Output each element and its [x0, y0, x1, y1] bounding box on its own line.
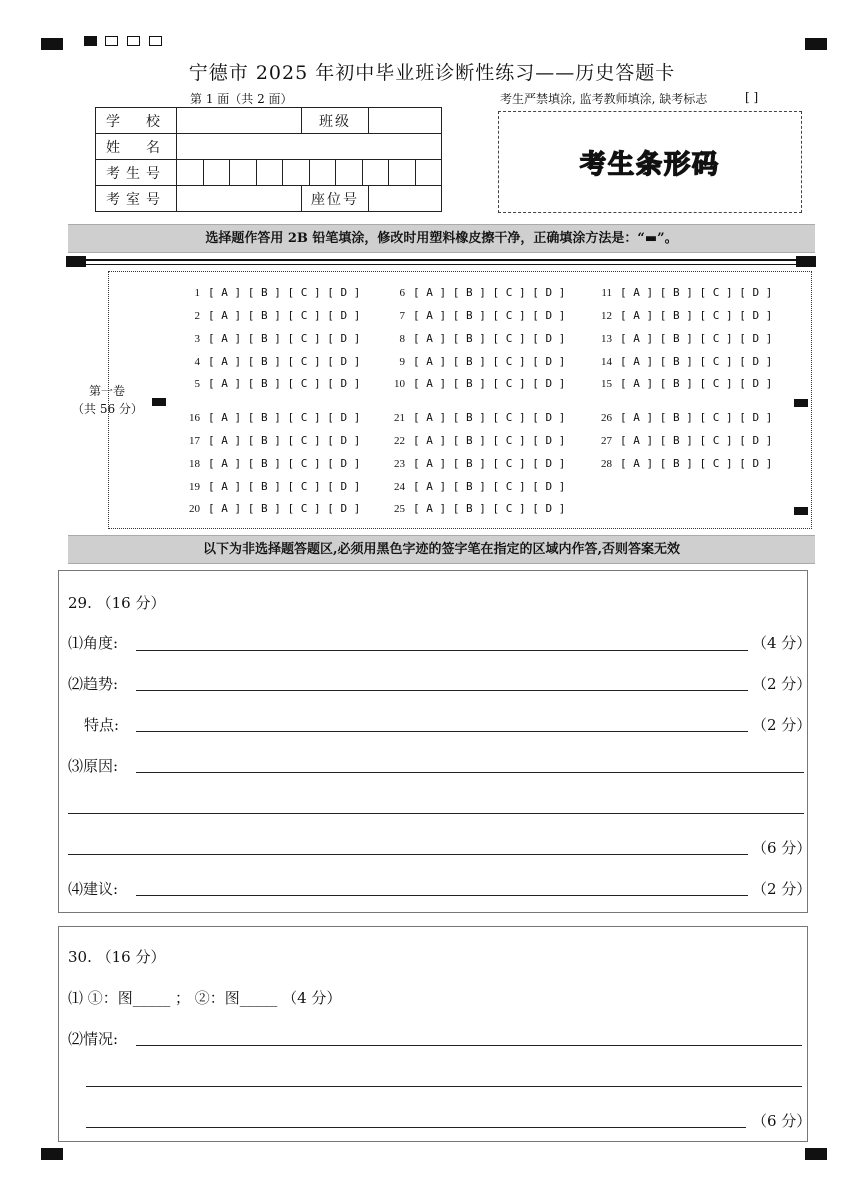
- q29-p3-line-3[interactable]: [68, 854, 748, 855]
- q29-p1-line[interactable]: [136, 650, 748, 651]
- q29-p3-line-1[interactable]: [136, 772, 804, 773]
- q30-p1[interactable]: ⑴ ①：图_____ ； ②：图_____ （4 分）: [68, 989, 342, 1007]
- mc-question-number: 9: [399, 356, 405, 368]
- registration-mark-top-right: [805, 38, 827, 50]
- mc-options[interactable]: [ A ] [ B ] [ C ] [ D ]: [208, 309, 361, 322]
- mc-question-number: 28: [601, 458, 612, 470]
- name-field[interactable]: [177, 134, 442, 160]
- mc-options[interactable]: [ A ] [ B ] [ C ] [ D ]: [620, 332, 773, 345]
- school-label: 学 校: [96, 108, 177, 134]
- q30-p2-line-1[interactable]: [136, 1045, 802, 1046]
- mc-question-11[interactable]: [590, 286, 772, 299]
- registration-mark-bottom-left: [41, 1148, 63, 1160]
- mc-question-number: 16: [189, 412, 200, 424]
- mc-question-number: 20: [189, 503, 200, 515]
- q29-p1-score: （4 分）: [752, 634, 812, 652]
- q29-p4-label: ⑷建议:: [68, 880, 119, 898]
- barcode-area: [498, 111, 802, 213]
- mc-options[interactable]: [ A ] [ B ] [ C ] [ D ]: [413, 286, 566, 299]
- section1-title: 第一卷: [88, 384, 125, 398]
- mc-options[interactable]: [ A ] [ B ] [ C ] [ D ]: [208, 434, 361, 447]
- mc-question-number: 23: [394, 458, 405, 470]
- q30-p2-score: （6 分）: [752, 1112, 812, 1130]
- mc-options[interactable]: [ A ] [ B ] [ C ] [ D ]: [620, 377, 773, 390]
- q30-p2-line-3[interactable]: [86, 1127, 746, 1128]
- mc-options[interactable]: [ A ] [ B ] [ C ] [ D ]: [620, 411, 773, 424]
- room-no-field[interactable]: [177, 186, 302, 212]
- mc-options[interactable]: [ A ] [ B ] [ C ] [ D ]: [620, 286, 773, 299]
- mc-options[interactable]: [ A ] [ B ] [ C ] [ D ]: [413, 309, 566, 322]
- mc-question-number: 7: [399, 310, 405, 322]
- mc-options[interactable]: [ A ] [ B ] [ C ] [ D ]: [413, 457, 566, 470]
- mc-options[interactable]: [ A ] [ B ] [ C ] [ D ]: [413, 480, 566, 493]
- mc-options[interactable]: [ A ] [ B ] [ C ] [ D ]: [208, 355, 361, 368]
- absent-note: 考生严禁填涂, 监考教师填涂, 缺考标志: [500, 92, 708, 106]
- q29-p1-label: ⑴角度:: [68, 634, 119, 652]
- mc-options[interactable]: [ A ] [ B ] [ C ] [ D ]: [208, 286, 361, 299]
- q30-p2-label: ⑵情况:: [68, 1030, 119, 1048]
- school-field[interactable]: [177, 108, 302, 134]
- q29-p3-line-2[interactable]: [68, 813, 804, 814]
- q29-p2b-label: 特点:: [84, 716, 120, 734]
- mc-question-6[interactable]: [383, 286, 565, 299]
- mc-question-number: 12: [601, 310, 612, 322]
- mc-options[interactable]: [ A ] [ B ] [ C ] [ D ]: [620, 457, 773, 470]
- mc-options[interactable]: [ A ] [ B ] [ C ] [ D ]: [620, 434, 773, 447]
- mc-question-number: 24: [394, 481, 405, 493]
- mc-question-18[interactable]: [178, 457, 360, 470]
- seat-no-field[interactable]: [369, 186, 442, 212]
- q29-p2b-score: （2 分）: [752, 716, 812, 734]
- mc-question-1[interactable]: [178, 286, 360, 299]
- instruction-bar: 选择题作答用 2B 铅笔填涂，修改时用塑料橡皮擦干净，正确填涂方法是：“▬”。: [68, 224, 815, 253]
- mc-options[interactable]: [ A ] [ B ] [ C ] [ D ]: [208, 457, 361, 470]
- mc-question-number: 5: [194, 378, 200, 390]
- mc-question-12[interactable]: [590, 309, 772, 322]
- absent-checkbox[interactable]: [ ]: [745, 90, 759, 104]
- mc-question-number: 1: [194, 287, 200, 299]
- nonchoice-bar: 以下为非选择题答题区,必须用黑色字迹的签字笔在指定的区域内作答,否则答案无效: [68, 535, 815, 564]
- q29-p3-score: （6 分）: [752, 839, 812, 857]
- mc-options[interactable]: [ A ] [ B ] [ C ] [ D ]: [208, 332, 361, 345]
- q29-p3-label: ⑶原因:: [68, 757, 119, 775]
- mc-question-number: 21: [394, 412, 405, 424]
- mc-question-22[interactable]: [383, 434, 565, 447]
- mc-options[interactable]: [ A ] [ B ] [ C ] [ D ]: [413, 377, 566, 390]
- mc-options[interactable]: [ A ] [ B ] [ C ] [ D ]: [208, 480, 361, 493]
- class-field[interactable]: [369, 108, 442, 134]
- student-info-table: [95, 107, 442, 212]
- class-label: 班级: [302, 108, 369, 134]
- q30-title: 30. （16 分）: [68, 948, 166, 966]
- page-title: 宁德市 2025 年初中毕业班诊断性练习——历史答题卡: [188, 62, 676, 84]
- q30-p2-line-2[interactable]: [86, 1086, 802, 1087]
- q29-p2-label: ⑵趋势:: [68, 675, 119, 693]
- mc-options[interactable]: [ A ] [ B ] [ C ] [ D ]: [413, 355, 566, 368]
- mc-question-number: 2: [194, 310, 200, 322]
- mc-options[interactable]: [ A ] [ B ] [ C ] [ D ]: [413, 411, 566, 424]
- mc-question-number: 19: [189, 481, 200, 493]
- mc-question-25[interactable]: [383, 502, 565, 515]
- divider-rule-thin: [86, 264, 796, 265]
- page-code-empty-2: [127, 36, 140, 46]
- mc-question-number: 27: [601, 435, 612, 447]
- page-code-empty-1: [105, 36, 118, 46]
- mc-options[interactable]: [ A ] [ B ] [ C ] [ D ]: [208, 377, 361, 390]
- q29-title: 29. （16 分）: [68, 594, 166, 612]
- mc-question-number: 3: [194, 333, 200, 345]
- mc-question-2[interactable]: [178, 309, 360, 322]
- mc-question-23[interactable]: [383, 457, 565, 470]
- mc-options[interactable]: [ A ] [ B ] [ C ] [ D ]: [208, 502, 361, 515]
- q29-p2-line[interactable]: [136, 690, 748, 691]
- rule-mark-right: [796, 256, 816, 267]
- mc-question-17[interactable]: [178, 434, 360, 447]
- registration-mark-top-left: [41, 38, 63, 50]
- mc-question-number: 11: [601, 287, 612, 299]
- mc-question-24[interactable]: [383, 480, 565, 493]
- mc-question-number: 17: [189, 435, 200, 447]
- mc-question-number: 18: [189, 458, 200, 470]
- mc-options[interactable]: [ A ] [ B ] [ C ] [ D ]: [413, 332, 566, 345]
- mc-question-15[interactable]: [590, 377, 772, 390]
- page-code-empty-3: [149, 36, 162, 46]
- q29-p4-line[interactable]: [136, 895, 748, 896]
- mc-question-28[interactable]: [590, 457, 772, 470]
- q29-p2-score: （2 分）: [752, 675, 812, 693]
- mc-question-26[interactable]: [590, 411, 772, 424]
- section1-score: （共 56 分）: [72, 402, 143, 416]
- mc-options[interactable]: [ A ] [ B ] [ C ] [ D ]: [413, 434, 566, 447]
- mc-question-number: 13: [601, 333, 612, 345]
- mc-question-number: 6: [399, 287, 405, 299]
- mc-options[interactable]: [ A ] [ B ] [ C ] [ D ]: [208, 411, 361, 424]
- mc-question-27[interactable]: [590, 434, 772, 447]
- mc-question-number: 22: [394, 435, 405, 447]
- exam-no-label: 考生号: [96, 160, 177, 186]
- mc-question-21[interactable]: [383, 411, 565, 424]
- mc-question-14[interactable]: [590, 355, 772, 368]
- mc-question-3[interactable]: [178, 332, 360, 345]
- mc-mark-right-2: [794, 507, 808, 515]
- q29-p2b-line[interactable]: [136, 731, 748, 732]
- mc-question-10[interactable]: [383, 377, 565, 390]
- mc-options[interactable]: [ A ] [ B ] [ C ] [ D ]: [620, 309, 773, 322]
- q30-answer-area: [58, 926, 808, 1142]
- page-code-filled: [84, 36, 97, 46]
- q29-p4-score: （2 分）: [752, 880, 812, 898]
- mc-question-20[interactable]: [178, 502, 360, 515]
- name-label: 姓 名: [96, 134, 177, 160]
- mc-question-4[interactable]: [178, 355, 360, 368]
- exam-no-field[interactable]: [177, 160, 442, 186]
- mc-question-number: 25: [394, 503, 405, 515]
- q29-answer-area: [58, 570, 808, 913]
- mc-question-number: 4: [194, 356, 200, 368]
- mc-question-8[interactable]: [383, 332, 565, 345]
- room-no-label: 考室号: [96, 186, 177, 212]
- mc-question-9[interactable]: [383, 355, 565, 368]
- divider-rule: [86, 259, 796, 261]
- seat-no-label: 座位号: [302, 186, 369, 212]
- rule-mark-left: [66, 256, 86, 267]
- mc-options[interactable]: [ A ] [ B ] [ C ] [ D ]: [620, 355, 773, 368]
- mc-question-number: 8: [399, 333, 405, 345]
- mc-options[interactable]: [ A ] [ B ] [ C ] [ D ]: [413, 502, 566, 515]
- mc-question-number: 10: [394, 378, 405, 390]
- mc-question-13[interactable]: [590, 332, 772, 345]
- mc-question-number: 26: [601, 412, 612, 424]
- mc-question-19[interactable]: [178, 480, 360, 493]
- mc-mark-right-1: [794, 399, 808, 407]
- mc-question-5[interactable]: [178, 377, 360, 390]
- barcode-label: 考生条形码: [579, 150, 720, 180]
- mc-question-number: 15: [601, 378, 612, 390]
- mc-question-16[interactable]: [178, 411, 360, 424]
- mc-question-number: 14: [601, 356, 612, 368]
- page-info: 第 1 面（共 2 面）: [190, 92, 293, 106]
- mc-question-7[interactable]: [383, 309, 565, 322]
- registration-mark-bottom-right: [805, 1148, 827, 1160]
